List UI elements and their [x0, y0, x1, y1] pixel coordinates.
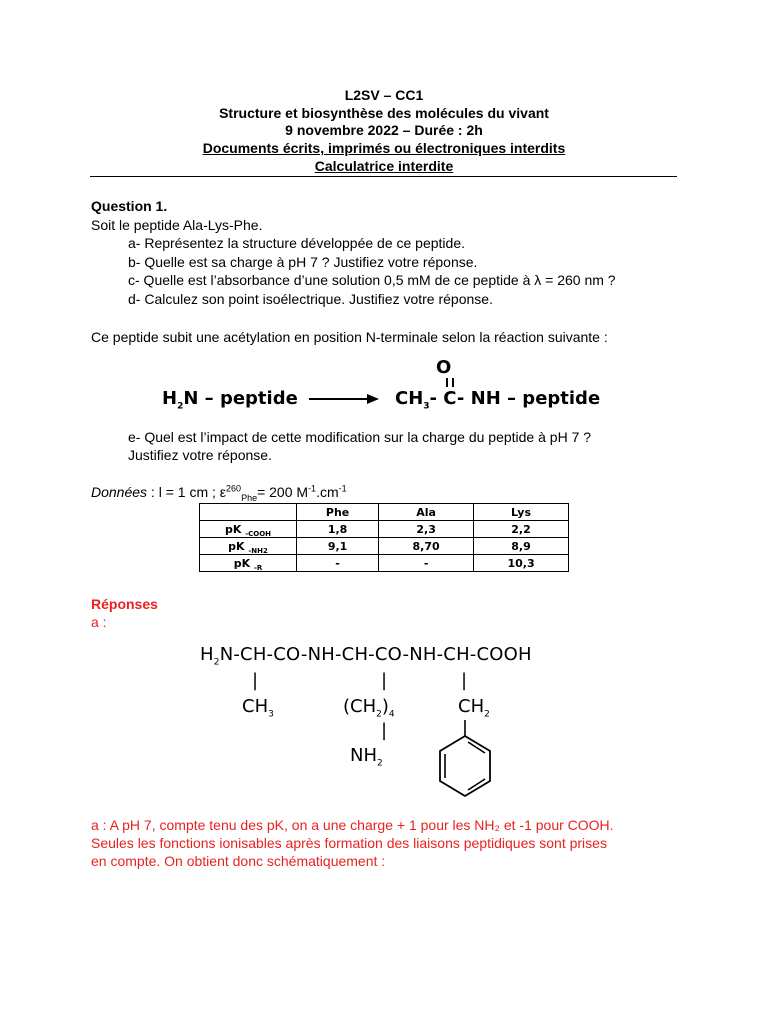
phe-bond: |	[461, 670, 468, 691]
table-header-cell: Phe	[297, 504, 379, 521]
calculator-rule-text: Calculatrice interdite	[314, 158, 454, 174]
table-header-cell: Lys	[474, 504, 569, 521]
reaction-arrow-icon	[309, 392, 379, 406]
pk-table	[199, 503, 569, 572]
table-cell: 8,9	[474, 538, 569, 555]
doc-rule-calculator	[0, 158, 768, 175]
donnees-line: Données : l = 1 cm ; $\varepsilon^{260}_{Phe}= 200$ $M^{-1}.cm^{-1}$	[91, 483, 347, 503]
answers-title: Réponses	[91, 596, 158, 612]
header-divider	[90, 176, 677, 177]
question-item-e: e- Quel est l’impact de cette modification sur la charge du peptide à pH 7 ?	[128, 429, 592, 445]
table-row	[200, 538, 569, 555]
lys-amine-bond: |	[381, 720, 388, 741]
doc-title-course: L2SV – CC1	[344, 87, 424, 103]
table-header-row	[200, 504, 569, 521]
reaction-product: $CH_3-$ C- NH – peptide	[395, 388, 601, 412]
question-intro: Soit le peptide Ala-Lys-Phe.	[91, 217, 263, 233]
doc-title-subject: Structure et biosynthèse des molécules du vivant	[219, 105, 549, 121]
lys-bond: |	[381, 670, 388, 691]
lys-amine: $NH_2$	[350, 745, 383, 769]
table-cell: -	[297, 555, 379, 572]
double-bond-right	[452, 378, 454, 387]
peptide-backbone: $H_2N-CH-CO-NH-CH-CO-NH-CH$-COOH	[200, 644, 532, 668]
question-item-a: a- Représentez la structure développée de ce peptide.	[128, 235, 465, 251]
table-row-label: pK $_{-NH2}$	[200, 538, 297, 555]
ala-bond: |	[252, 670, 259, 691]
table-header-cell	[200, 504, 297, 521]
reaction-intro: Ce peptide subit une acétylation en position N-terminale selon la réaction suivante :	[91, 329, 608, 345]
answer-a-explain-3: en compte. On obtient donc schématiquement :	[91, 853, 386, 869]
table-cell: 2,2	[474, 521, 569, 538]
question-item-e-cont: Justifiez votre réponse.	[128, 447, 272, 463]
lys-side-chain: $(CH_2)_4$	[343, 696, 395, 720]
answer-a-label: a :	[91, 614, 107, 630]
table-cell: 1,8	[297, 521, 379, 538]
doc-rule-documents	[0, 140, 768, 157]
table-row-label: pK $_{-COOH}$	[200, 521, 297, 538]
question-item-d: d- Calculez son point isoélectrique. Justifiez votre réponse.	[128, 291, 493, 307]
question-item-b: b- Quelle est sa charge à pH 7 ? Justifiez votre réponse.	[128, 254, 478, 270]
table-cell: -	[379, 555, 474, 572]
table-row	[200, 521, 569, 538]
table-row-label: pK $_{-R}$	[200, 555, 297, 572]
question-item-c: c- Quelle est l’absorbance d’une solution 0,5 mM de ce peptide à λ = 260 nm ?	[128, 272, 616, 288]
ala-side-chain: $CH_3$	[242, 696, 274, 720]
carbonyl-oxygen: O	[436, 357, 452, 378]
table-cell: 8,70	[379, 538, 474, 555]
table-header-cell: Ala	[379, 504, 474, 521]
phe-side-chain: $CH_2$	[458, 696, 490, 720]
table-row	[200, 555, 569, 572]
benzene-ring-icon	[430, 720, 500, 802]
answer-a-explain-2: Seules les fonctions ionisables après formation des liaisons peptidiques sont prises	[91, 835, 607, 851]
double-bond-left	[446, 378, 448, 387]
table-cell: 2,3	[379, 521, 474, 538]
doc-date-duration: 9 novembre 2022 – Durée : 2h	[285, 122, 483, 138]
table-cell: 9,1	[297, 538, 379, 555]
table-cell: 10,3	[474, 555, 569, 572]
question-title: Question 1.	[91, 198, 168, 214]
reaction-reactant: $H_2N$ – peptide	[162, 388, 298, 412]
documents-rule-text: Documents écrits, imprimés ou électroniques interdits	[202, 140, 566, 156]
answer-a-explain-1: a : A pH 7, compte tenu des pK, on a une charge + 1 pour les NH₂ et -1 pour COOH.	[91, 817, 614, 833]
